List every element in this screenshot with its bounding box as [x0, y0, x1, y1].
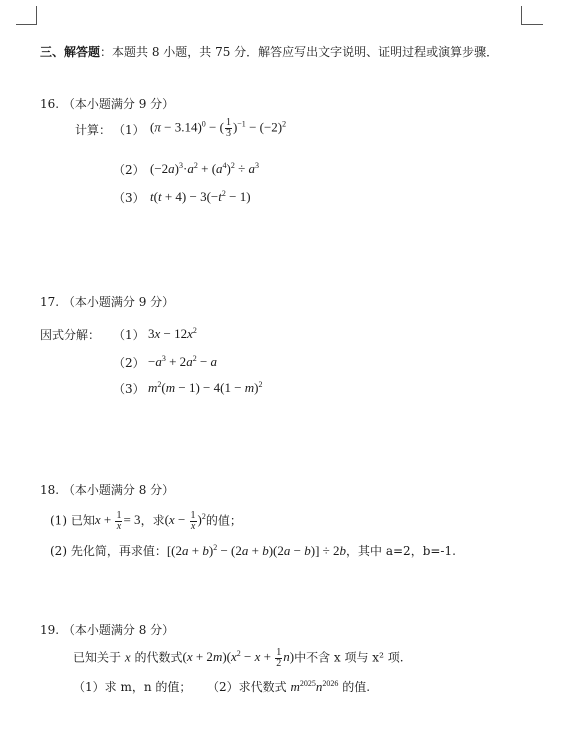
q19-item-1-text: 求 m，n 的值；: [104, 680, 192, 694]
q19-item-1: [73, 679, 191, 695]
q16-title: 16. （本小题满分 9 分）: [40, 97, 175, 111]
q18-item-2-expr: $[(2a + b)^2 - (2a + b)(2a - b)] \div 2b$: [166, 543, 347, 558]
section-intro: ：本题共 8 小题，共 75 分．解答应写出文字说明、证明过程或演算步骤．: [100, 45, 499, 59]
q17-item-1-expr: $3x - 12x^2$: [148, 326, 197, 341]
q18-item-2-text-after: ，其中 a=2，b=-1.: [346, 544, 456, 558]
crop-mark-right-vertical: [521, 6, 522, 24]
q19-item-1-label: （1）: [73, 680, 105, 694]
q17-title: 17. （本小题满分 9 分）: [40, 295, 175, 309]
q19-var-x: x: [124, 649, 131, 665]
section-heading: 三、解答题: [40, 45, 101, 59]
q18-item-2: [50, 543, 456, 559]
q19-expr: $(x + 2m)(x^2 - x$ + $\frac{1}{2}$ n): [182, 647, 295, 669]
q16-item-2-expr: $(-2a)^3\cdot a^2 + (a^4)^2 \div a^3$: [150, 161, 260, 176]
q16-item-3-label: （3）: [113, 191, 145, 205]
crop-mark-left-horizontal: [16, 24, 37, 25]
q19-text-mid: 的代数式: [134, 650, 183, 665]
q18-item-1: [50, 511, 242, 532]
q18-item-1-label: (1): [50, 513, 67, 528]
q18-title: 18. （本小题满分 8 分）: [40, 483, 175, 497]
q19-item-2-expr: $m^{2025}n^{2026}$: [290, 679, 339, 694]
q18-item-1-text-before: 已知: [70, 513, 95, 528]
q17-item-3-expr: $m^2(m - 1) - 4(1 - m)^2$: [148, 380, 263, 395]
q17-item-2-label: （2）: [113, 356, 145, 370]
q18-item-1-text-after: 的值；: [205, 513, 242, 528]
q16-item-3-expr: $t(t + 4) - 3(-t^2 - 1)$: [150, 189, 251, 204]
q18-item-1-expr: x + $\frac{1}{x}$ = 3: [94, 510, 141, 532]
crop-mark-left-vertical: [36, 6, 37, 24]
q18-item-1-text-mid: ，求: [140, 513, 165, 528]
q16-item-1-label: （1）: [113, 123, 145, 137]
q16-item-2-label: （2）: [113, 163, 145, 177]
q17-item-3-label: （3）: [113, 382, 145, 396]
section-header: [40, 44, 498, 60]
q16-item-1-expr: $(\pi - 3.14)^0$ − ( $\frac{1}{3}$ )$^{-1} - (-2)^2$: [150, 117, 287, 139]
q19-item-2-text-before: 求代数式: [238, 680, 287, 694]
crop-mark-right-horizontal: [521, 24, 543, 25]
q18-item-2-label: (2): [50, 544, 67, 558]
q19-title: 19. （本小题满分 8 分）: [40, 623, 175, 637]
q19-item-2-label: （2）: [207, 680, 239, 694]
q18-item-2-text-before: 先化简，再求值：: [70, 544, 167, 558]
q19-text-after: 中不含 x 项与 x² 项.: [294, 650, 404, 665]
q17-lead: 因式分解：: [40, 328, 101, 342]
q16-lead: 计算：: [75, 123, 112, 137]
q19-statement: [73, 648, 404, 669]
q19-text-before: 已知关于: [73, 650, 122, 665]
q18-item-1-expr2: (x − $\frac{1}{x}$ )$^2$: [164, 510, 206, 532]
q17-item-2-expr: $-a^3 + 2a^2 - a$: [148, 354, 218, 369]
q17-item-1-label: （1）: [113, 328, 145, 342]
q19-item-2-text-after: 的值.: [342, 680, 371, 694]
q19-item-2: [207, 679, 370, 695]
